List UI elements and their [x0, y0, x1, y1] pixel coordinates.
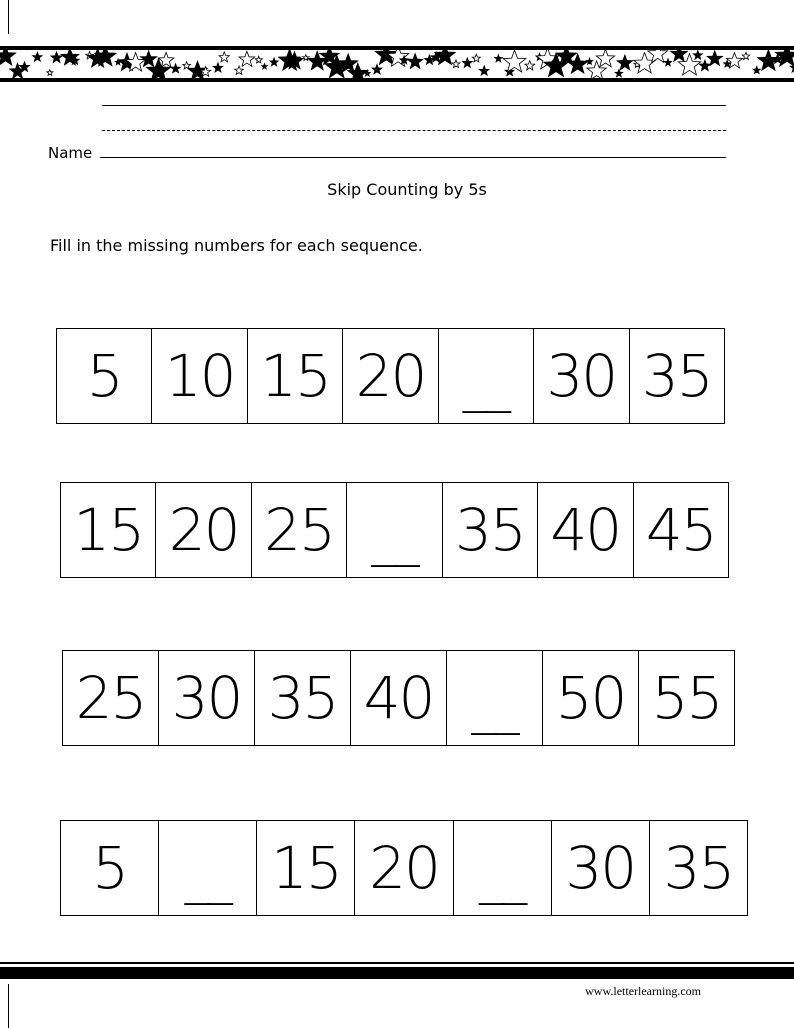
sequence-cell: 35 [663, 834, 734, 902]
star-icon [479, 66, 489, 75]
sequence-cell: 5 [61, 821, 159, 915]
blank-cell[interactable]: __ [159, 821, 257, 915]
star-icon [753, 66, 761, 73]
sequence-cell: 15 [257, 821, 355, 915]
worksheet-title: Skip Counting by 5s [327, 180, 487, 199]
writing-top-line [102, 105, 726, 106]
star-icon [270, 58, 279, 66]
sequence-cell: 55 [651, 664, 722, 732]
star-icon [586, 58, 593, 64]
sequence-cell: 30 [159, 651, 255, 745]
star-icon [235, 66, 244, 74]
sequence-cell: 25 [252, 483, 347, 577]
sequence-row-4 [60, 820, 748, 916]
sequence-row-2 [60, 482, 729, 578]
star-icon [171, 64, 181, 73]
sequence-cell: 40 [351, 651, 447, 745]
star-icon [255, 56, 262, 63]
sequence-cell: 30 [534, 329, 629, 423]
star-icon [617, 55, 633, 70]
star-icon [47, 70, 53, 76]
star-icon [262, 64, 268, 69]
star-icon [462, 58, 472, 68]
star-icon [33, 52, 43, 61]
star-icon [0, 50, 16, 65]
star-icon [664, 59, 671, 66]
blank-cell[interactable]: __ [447, 651, 543, 745]
sequence-cell: 25 [63, 651, 159, 745]
star-icon [452, 60, 460, 68]
star-icon [742, 52, 750, 59]
star-icon [671, 50, 688, 61]
star-icon [495, 55, 503, 62]
sequence-cell: 35 [443, 483, 538, 577]
sequence-row-3 [62, 650, 735, 746]
instructions: Fill in the missing numbers for each sequence. [50, 236, 423, 255]
writing-mid-line [102, 130, 726, 131]
star-icon [596, 50, 615, 67]
blank-cell[interactable]: __ [439, 329, 534, 423]
sequence-cell: 35 [255, 651, 351, 745]
star-icon [503, 50, 526, 72]
sequence-row-1 [56, 328, 725, 424]
name-line [100, 157, 726, 158]
footer-thin-rule [0, 962, 794, 964]
top-edge-mark [8, 0, 9, 34]
sequence-cell: 5 [57, 329, 152, 423]
star-icon [634, 53, 656, 74]
star-icon [693, 50, 702, 59]
sequence-cell: 50 [543, 651, 639, 745]
blank-cell[interactable]: __ [347, 483, 442, 577]
star-icon [707, 51, 722, 66]
bottom-edge-mark [8, 984, 9, 1028]
footer-url: www.letterlearning.com [585, 984, 701, 998]
sequence-cell: 15 [248, 329, 343, 423]
star-border [0, 46, 794, 82]
star-icon [213, 63, 223, 72]
star-icon [407, 54, 423, 69]
footer-thick-rule [0, 967, 794, 979]
sequence-cell: 10 [152, 329, 247, 423]
star-icon [525, 61, 535, 70]
name-label: Name [48, 144, 93, 162]
sequence-cell: 35 [641, 342, 712, 410]
star-icon [219, 52, 229, 62]
star-icon [372, 64, 382, 74]
star-icon [472, 54, 480, 62]
sequence-cell: 20 [343, 329, 438, 423]
star-icon [303, 55, 309, 61]
sequence-cell: 20 [355, 821, 453, 915]
star-icon [615, 70, 623, 77]
sequence-cell: 45 [645, 496, 716, 564]
sequence-cell: 20 [156, 483, 251, 577]
sequence-cell: 15 [61, 483, 156, 577]
star-icon [51, 52, 62, 63]
blank-cell[interactable]: __ [454, 821, 552, 915]
sequence-cell: 40 [538, 483, 633, 577]
sequence-cell: 30 [552, 821, 650, 915]
star-icon [239, 51, 255, 66]
star-icon [140, 51, 156, 67]
